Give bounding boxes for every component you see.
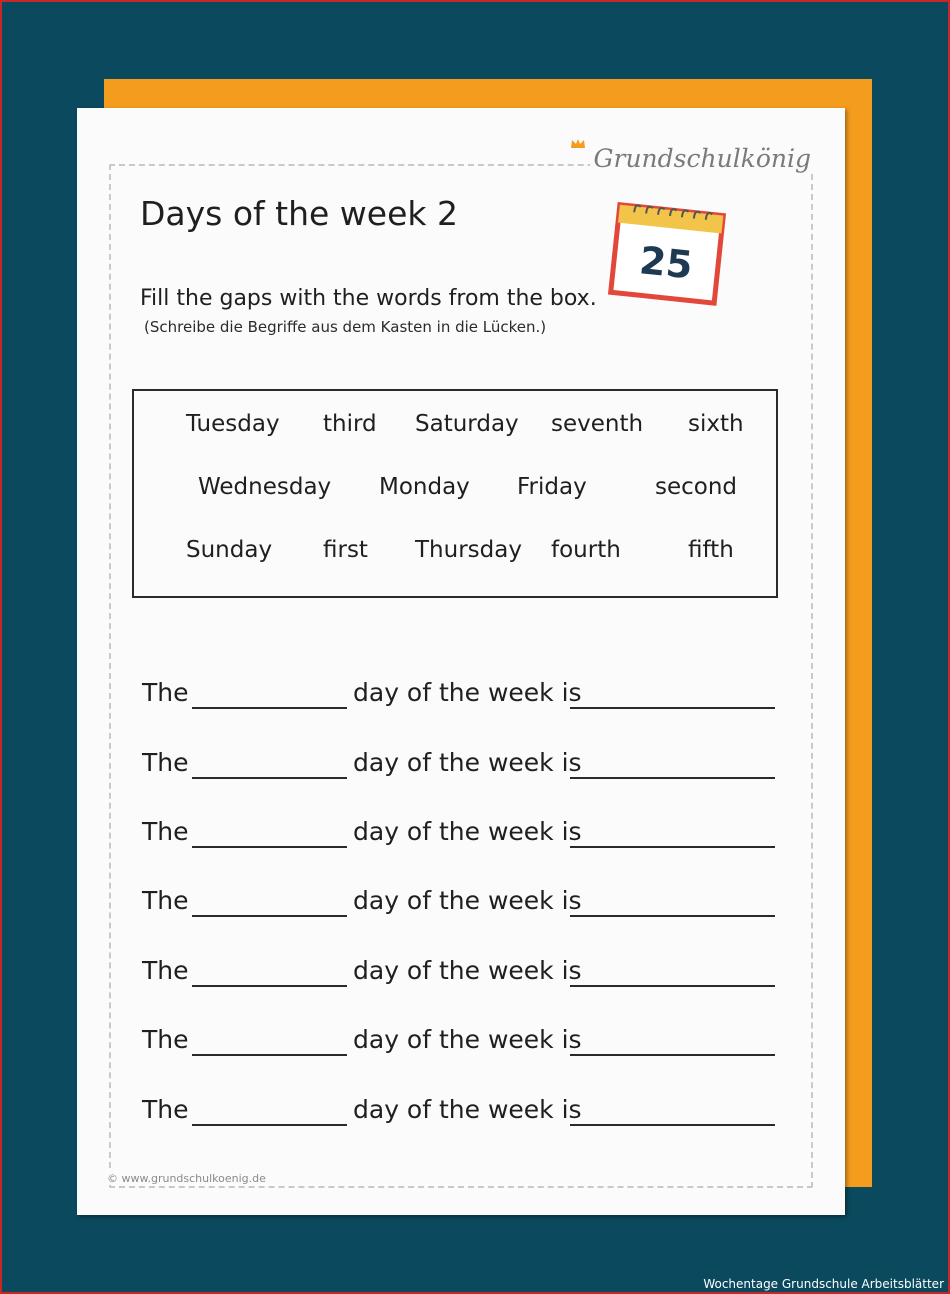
page-title: Days of the week 2 <box>140 194 458 233</box>
ordinal-blank[interactable] <box>192 1124 347 1126</box>
day-blank[interactable] <box>570 1054 775 1056</box>
sentence-middle: day of the week is <box>353 1025 582 1054</box>
calendar-icon <box>607 196 729 311</box>
sentence-row <box>142 748 782 782</box>
day-blank[interactable] <box>570 915 775 917</box>
word-box <box>132 389 778 598</box>
ordinal-blank[interactable] <box>192 707 347 709</box>
ordinal-blank[interactable] <box>192 915 347 917</box>
sentence-middle: day of the week is <box>353 817 582 846</box>
day-blank[interactable] <box>570 707 775 709</box>
crown-icon <box>570 138 586 150</box>
sentence-row <box>142 956 782 990</box>
ordinal-blank[interactable] <box>192 777 347 779</box>
image-caption: Wochentage Grundschule Arbeitsblätter <box>703 1277 944 1291</box>
word-box-item: Friday <box>517 474 587 500</box>
sub-instructions: (Schreibe die Begriffe aus dem Kasten in die Lücken.) <box>144 318 547 336</box>
sentence-row <box>142 1025 782 1059</box>
ordinal-blank[interactable] <box>192 985 347 987</box>
worksheet-page <box>77 108 845 1215</box>
word-box-item: Saturday <box>415 411 519 437</box>
day-blank[interactable] <box>570 985 775 987</box>
sentence-row <box>142 886 782 920</box>
sentence-start: The <box>142 886 189 915</box>
day-blank[interactable] <box>570 846 775 848</box>
word-box-item: third <box>323 411 377 437</box>
word-box-item: seventh <box>551 411 644 437</box>
sentence-start: The <box>142 678 189 707</box>
sentence-middle: day of the week is <box>353 1095 582 1124</box>
word-box-item: Wednesday <box>198 474 332 500</box>
sentence-start: The <box>142 817 189 846</box>
sentence-row <box>142 1095 782 1129</box>
ordinal-blank[interactable] <box>192 1054 347 1056</box>
word-box-item: sixth <box>688 411 744 437</box>
sentence-middle: day of the week is <box>353 678 582 707</box>
day-blank[interactable] <box>570 777 775 779</box>
sentence-start: The <box>142 748 189 777</box>
word-box-item: first <box>323 537 368 563</box>
word-box-item: Sunday <box>186 537 273 563</box>
word-box-item: Monday <box>379 474 470 500</box>
brand-logo: Grundschulkönig <box>590 144 815 173</box>
word-box-item: fourth <box>551 537 621 563</box>
calendar-number: 25 <box>637 238 695 288</box>
day-blank[interactable] <box>570 1124 775 1126</box>
sentence-row <box>142 817 782 851</box>
sentence-middle: day of the week is <box>353 956 582 985</box>
sentence-start: The <box>142 1095 189 1124</box>
sentence-start: The <box>142 956 189 985</box>
ordinal-blank[interactable] <box>192 846 347 848</box>
word-box-item: Thursday <box>415 537 522 563</box>
instructions: Fill the gaps with the words from the box. <box>140 286 597 311</box>
word-box-item: fifth <box>688 537 734 563</box>
sentence-row <box>142 678 782 712</box>
sentence-middle: day of the week is <box>353 748 582 777</box>
word-box-item: Tuesday <box>186 411 280 437</box>
footer-url: © www.grundschulkoenig.de <box>107 1172 272 1185</box>
word-box-item: second <box>655 474 738 500</box>
sentence-start: The <box>142 1025 189 1054</box>
sentence-middle: day of the week is <box>353 886 582 915</box>
